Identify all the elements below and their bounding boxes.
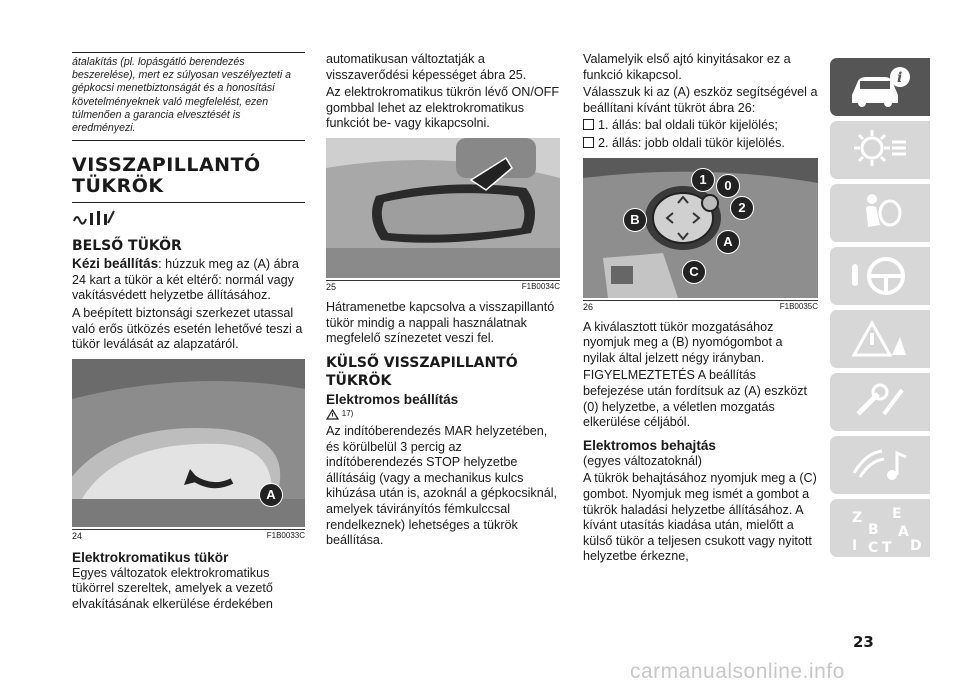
figure-26-number: 26 xyxy=(583,301,594,312)
col3-paragraph-2: Válasszuk ki az (A) eszköz segítségével a beállítani kívánt tükröt ábra 26: xyxy=(583,85,818,115)
figure-24 xyxy=(72,359,305,527)
title-rule xyxy=(72,202,305,203)
index-letter: T xyxy=(882,540,892,554)
position-item-1 xyxy=(583,118,818,134)
inner-mirror-heading: BELSŐ TÜKÖR xyxy=(72,238,182,255)
figure-26 xyxy=(583,158,818,298)
electric-fold-heading: Elektromos behajtás xyxy=(583,437,716,453)
airbag-icon xyxy=(848,191,912,235)
column-1 xyxy=(72,52,305,615)
svg-text:i: i xyxy=(897,70,903,86)
section-title-line1: VISSZAPILLANTÓ xyxy=(72,154,261,177)
position-item-1-text: 1. állás: bal oldali tükör kijelölés; xyxy=(598,118,778,133)
callout-c: C xyxy=(682,260,706,284)
figure-24-code: F1B0033C xyxy=(266,530,305,540)
col2-paragraph-1: automatikusan változtatják a visszaverődési képességet ábra 25. xyxy=(326,52,527,82)
safety-paragraph: A beépített biztonsági szerkezet utassal való erős ütközés esetén lehetővé teszi a tükör leválását az alapzatáról. xyxy=(72,306,303,352)
index-letter: I xyxy=(852,538,858,554)
pen-notes-icon xyxy=(72,209,116,229)
car-info-icon xyxy=(848,65,912,109)
col3-paragraph-6: A tükrök behajtásához nyomjuk meg a (C) gombot. Nyomjuk meg ismét a gombot a tükrök haladási helyzetbe állításához. A kívánt utasítás kiadása után, mielőtt a külső tükör a teljesen csukott vagy nyitott helyzetbe érkezne, xyxy=(583,471,817,564)
col2-paragraph-2: Az elektrokromatikus tükrön lévő ON/OFF gombbal lehet az elektrokromatikus funkciót be- vagy kikapcsolni. xyxy=(326,85,560,131)
warning-road-icon xyxy=(848,317,912,361)
steering-wheel-icon xyxy=(848,254,912,298)
col3-paragraph-5: (egyes változatoknál) xyxy=(583,453,703,468)
col3-paragraph-4: FIGYELMEZTETÉS A beállítás befejezése után fordítsuk az (A) eszközt (0) helyzetbe, a véletlen mozgatás elkerülése céljából. xyxy=(583,368,808,430)
electric-adjust-heading: Elektromos beállítás xyxy=(326,391,459,407)
warning-ref-number: 17) xyxy=(341,408,354,418)
callout-0: 0 xyxy=(716,174,740,198)
warning-reference xyxy=(326,408,560,424)
outer-mirrors-heading-line2: TÜKRÖK xyxy=(326,372,392,389)
position-item-2 xyxy=(583,136,818,152)
figure-26-caption xyxy=(583,300,818,312)
figure-25 xyxy=(326,138,560,278)
service-tools-icon xyxy=(848,380,912,424)
index-letter: A xyxy=(898,524,909,540)
lights-icon xyxy=(848,128,912,172)
electrochromic-paragraph: Egyes változatok elektrokromatikus tükörrel szereltek, amelyek a vezető elvakításának elkerülése érdekében xyxy=(72,565,273,611)
column-3 xyxy=(583,52,818,567)
manual-adjust-text: : húzzuk meg az (A) ábra 24 kart a tükör a két eltérő: normál vagy vakításvédett helyzetbe állításához. xyxy=(72,257,299,303)
manual-adjust-paragraph xyxy=(72,256,305,304)
tab-maintenance[interactable] xyxy=(830,373,930,431)
figure-25-code: F1B0034C xyxy=(521,281,560,291)
position-item-2-text: 2. állás: jobb oldali tükör kijelölés. xyxy=(598,135,785,150)
electrochromic-heading: Elektrokromatikus tükör xyxy=(72,549,229,565)
callout-b: B xyxy=(623,208,647,232)
section-title-line2: TÜKRÖK xyxy=(72,175,164,198)
figure-25-number: 25 xyxy=(326,281,337,292)
figure-24-callout-a: A xyxy=(259,483,283,507)
tab-multimedia[interactable] xyxy=(830,436,930,494)
tab-lights[interactable] xyxy=(830,121,930,179)
multimedia-icon xyxy=(848,443,912,487)
index-letter: B xyxy=(868,522,879,538)
tab-safety[interactable] xyxy=(830,184,930,242)
bullet-square xyxy=(583,137,594,148)
col3-paragraph-1: Valamelyik első ajtó kinyitásakor ez a funkció kikapcsol. xyxy=(583,52,791,82)
index-letter: C xyxy=(868,540,879,554)
watermark: carmanualsonline.info xyxy=(630,660,845,683)
tab-starting-driving[interactable] xyxy=(830,247,930,305)
index-letter: E xyxy=(892,506,902,522)
callout-2: 2 xyxy=(730,196,754,220)
figure-24-caption xyxy=(72,529,305,541)
manual-adjust-label: Kézi beállítás xyxy=(72,256,159,272)
index-letter: Z xyxy=(852,510,863,526)
electrochromic-mirror-illustration xyxy=(326,138,560,278)
col3-paragraph-3: A kiválasztott tükör mozgatásához nyomjuk meg a (B) nyomógombot a nyilak által jelzett négy irányban. xyxy=(583,319,783,365)
chapter-tabs xyxy=(830,58,930,562)
col2-paragraph-4: Az indítóberendezés MAR helyzetében, és körülbelül 3 percig az indítóberendezés STOP helyzetbe állításáig (vagy a mechanikus kulcs kihúzása után is, azoknál a gépkocsiknál, amelyek távirányítós fémkulccsal rendelkeznek) lehetséges a tükrök beállítása. xyxy=(326,424,558,548)
index-letter: D xyxy=(910,538,922,554)
col2-paragraph-3: Hátramenetbe kapcsolva a visszapillantó tükör mindig a nappali használatnak megfelelő színezetet veszi fel. xyxy=(326,299,555,346)
index-letters-icon xyxy=(848,506,928,554)
callout-a: A xyxy=(716,230,740,254)
page-number: 23 xyxy=(853,633,874,651)
outer-mirrors-heading-line1: KÜLSŐ VISSZAPILLANTÓ xyxy=(326,354,518,371)
column-2 xyxy=(326,52,560,551)
bullet-square xyxy=(583,119,594,130)
warning-triangle-icon xyxy=(326,409,339,420)
figure-24-number: 24 xyxy=(72,530,83,541)
tab-emergency[interactable] xyxy=(830,310,930,368)
warning-note: átalakítás (pl. lopásgátló berendezés beszerelése), mert ez súlyosan veszélyezteti a gépkocsi menetbiztonságát és a honosítási követelményeknek való megfelelést, ezen túlmenően a garancia elvesztését is eredményezi. xyxy=(72,52,305,141)
tab-car-info[interactable] xyxy=(830,58,930,116)
figure-25-caption xyxy=(326,280,560,292)
callout-1: 1 xyxy=(691,168,715,192)
tab-index[interactable] xyxy=(830,499,930,557)
figure-26-code: F1B0035C xyxy=(779,301,818,311)
